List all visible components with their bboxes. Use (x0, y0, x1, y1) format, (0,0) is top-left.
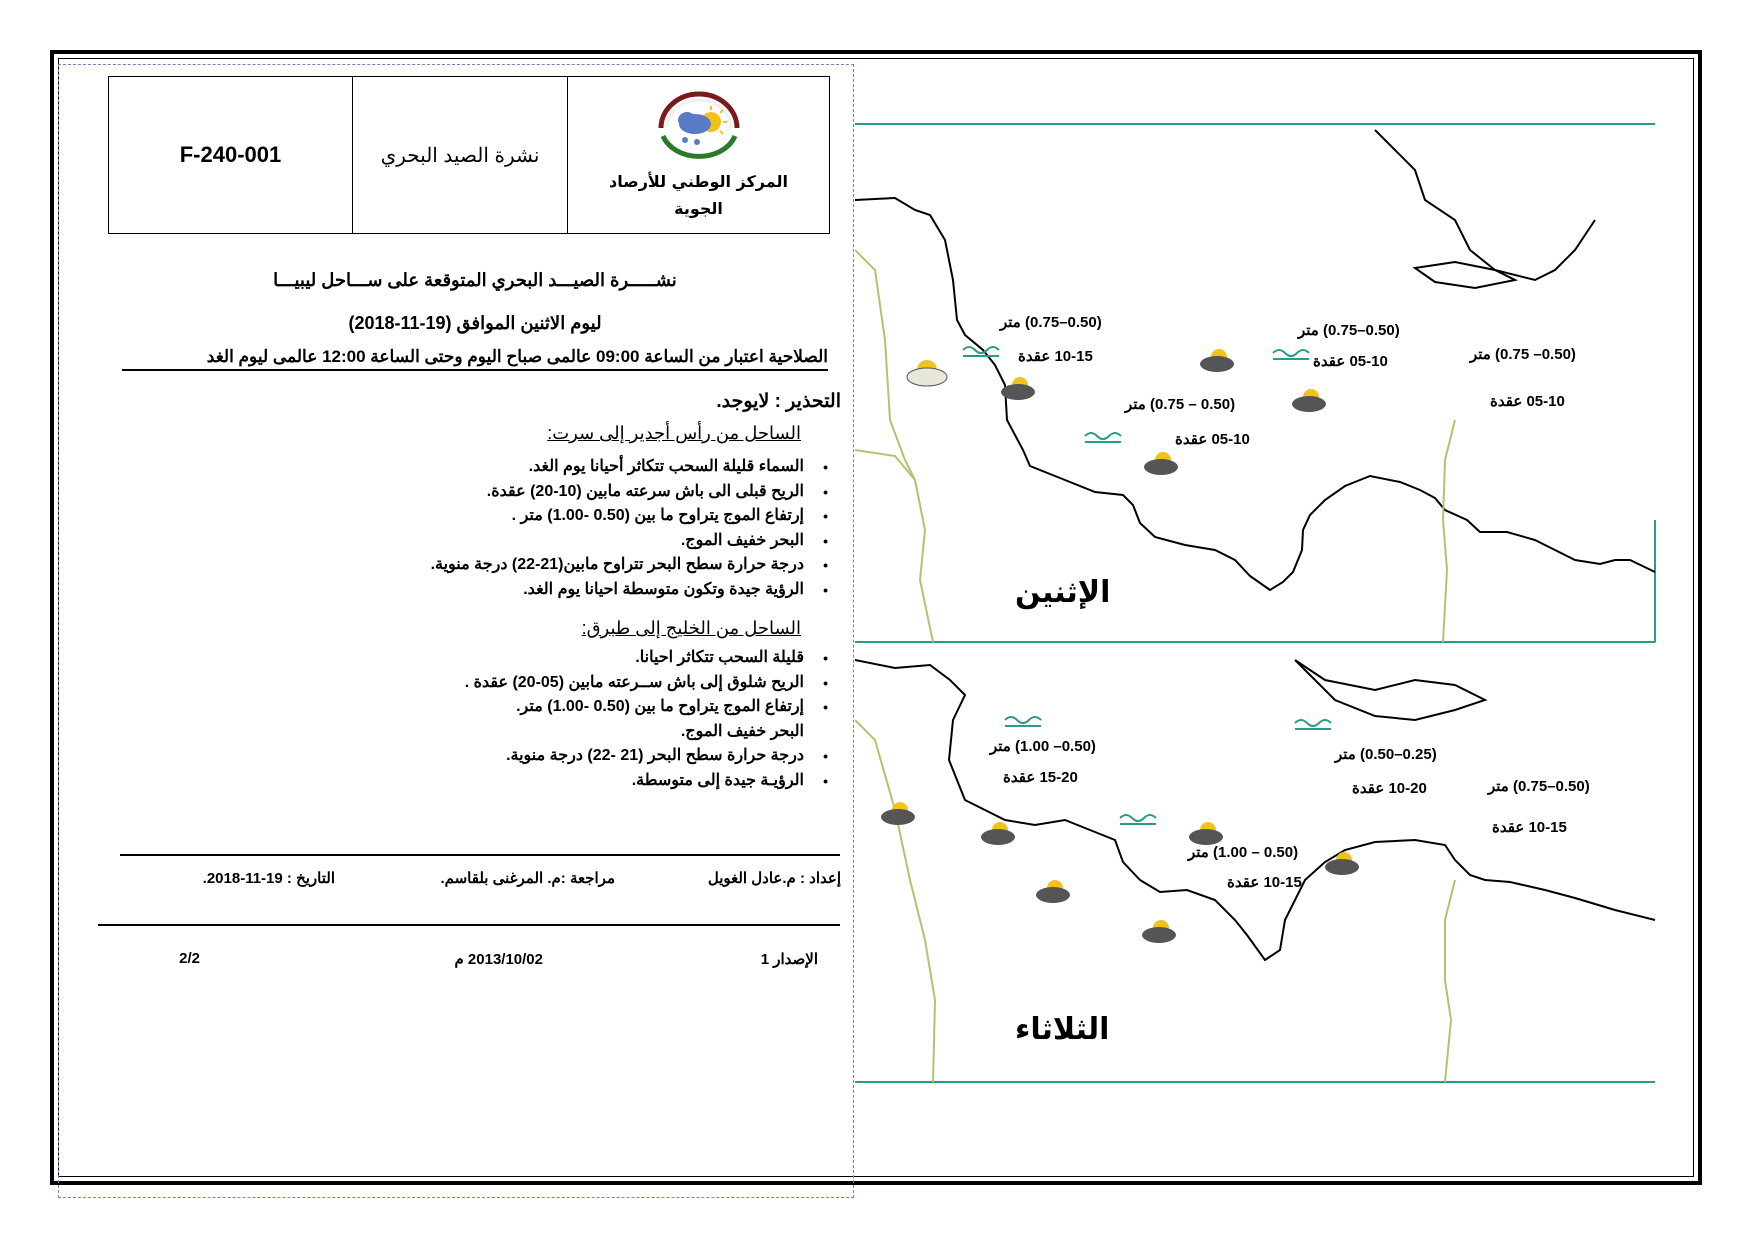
list-item: • الرؤيـة جيدة إلى متوسطة. (465, 769, 828, 794)
tuesday-wave-4: (0.50–0.75) متر (1488, 778, 1590, 795)
issue-date: 2013/10/02 م (454, 951, 543, 968)
monday-wind-4: 05-10 عقدة (1490, 393, 1565, 410)
list-item: • السماء قليلة السحب تتكاثر أحيانا يوم الغد. (431, 455, 828, 480)
list-item: • درجة حرارة سطح البحر (21 -22) درجة منوية. (465, 744, 828, 769)
org-name-line1: المركز الوطني للأرصاد (609, 171, 788, 191)
list-item: • الريح قبلى الى باش سرعته مابين (10-20) عقدة. (431, 480, 828, 505)
issue-number: الإصدار 1 (760, 951, 818, 968)
org-name-line2: الجوية (674, 199, 723, 218)
list-item: • إرتفاع الموج يتراوح ما بين (0.50 -1.00) متر . (431, 504, 828, 529)
tuesday-wind-2: 10-15 عقدة (1227, 874, 1302, 891)
section2-heading: الساحل من الخليج إلى طبرق: (581, 618, 801, 638)
footer-top-line (98, 924, 840, 926)
tuesday-wave-3: (0.25–0.50) متر (1335, 746, 1437, 763)
tuesday-wind-4: 10-15 عقدة (1492, 819, 1567, 836)
forecast-map (855, 120, 1660, 1090)
form-code: F-240-001 (179, 142, 282, 167)
list-item: • البحر خفيف الموج. (431, 529, 828, 554)
monday-wave-3: (0.50–0.75) متر (1298, 322, 1400, 339)
list-item: • الرؤية جيدة وتكون متوسطة احيانا يوم الغد. (431, 578, 828, 603)
list-item: • درجة حرارة سطح البحر تتراوح مابين(21-22) درجة منوية. (431, 553, 828, 578)
section1-list (431, 455, 828, 602)
monday-wind-2: 05-10 عقدة (1175, 431, 1250, 448)
tuesday-wave-1: (0.50– 1.00) متر (990, 738, 1096, 755)
tuesday-wave-2: (0.50 – 1.00) متر (1188, 844, 1299, 861)
list-item: • قليلة السحب تتكاثر احيانا. (465, 646, 828, 671)
section1-heading: الساحل من رأس أجدير إلى سرت: (547, 423, 801, 443)
tuesday-coastline (855, 660, 1655, 960)
warning-line: التحذير : لايوجد. (716, 391, 841, 412)
signature-date: التاريخ : 19-11-2018. (202, 870, 335, 887)
header-table (108, 76, 830, 234)
tuesday-wind-3: 10-20 عقدة (1352, 780, 1427, 797)
weather-logo-icon (651, 88, 747, 162)
list-item: البحر خفيف الموج. (680, 722, 804, 740)
doc-date-line: ليوم الاثنين الموافق (19-11-2018) (348, 313, 602, 333)
tuesday-wind-1: 15-20 عقدة (1003, 769, 1078, 786)
prepared-by: إعداد : م.عادل الغويل (707, 870, 841, 887)
tuesday-day-label: الثلاثاء (1015, 1012, 1110, 1047)
monday-wave-4: (0.50– 0.75) متر (1470, 346, 1576, 363)
org-logo-cell (567, 77, 829, 233)
monday-wind-1: 10-15 عقدة (1018, 348, 1093, 365)
monday-day-label: الإثنين (1015, 575, 1111, 610)
monday-wave-2: (0.50 – 0.75) متر (1125, 396, 1236, 413)
section2-list (465, 646, 828, 793)
monday-wave-1: (0.50–0.75) متر (1000, 314, 1102, 331)
monday-wind-3: 05-10 عقدة (1313, 353, 1388, 370)
monday-borders (855, 250, 1455, 642)
signature-top-line (120, 854, 840, 856)
list-item: • إرتفاع الموج يتراوح ما بين (0.50 -1.00) متر. (465, 695, 828, 720)
bulletin-title: نشرة الصيد البحري (352, 77, 567, 233)
page-number: 2/2 (179, 950, 200, 967)
list-item: • الريح شلوق إلى باش ســرعته مابين (05-20) عقدة . (465, 671, 828, 696)
tuesday-borders (855, 720, 1455, 1082)
reviewed-by: مراجعة :م. المرغنى بلقاسم. (440, 870, 615, 887)
doc-main-title: نشـــــرة الصيـــد البحري المتوقعة على ســـاحل ليبيـــا (273, 270, 677, 290)
validity-line: الصلاحية اعتبار من الساعة 09:00 عالمى صباح اليوم وحتى الساعة 12:00 عالمى ليوم الغد (122, 347, 828, 371)
